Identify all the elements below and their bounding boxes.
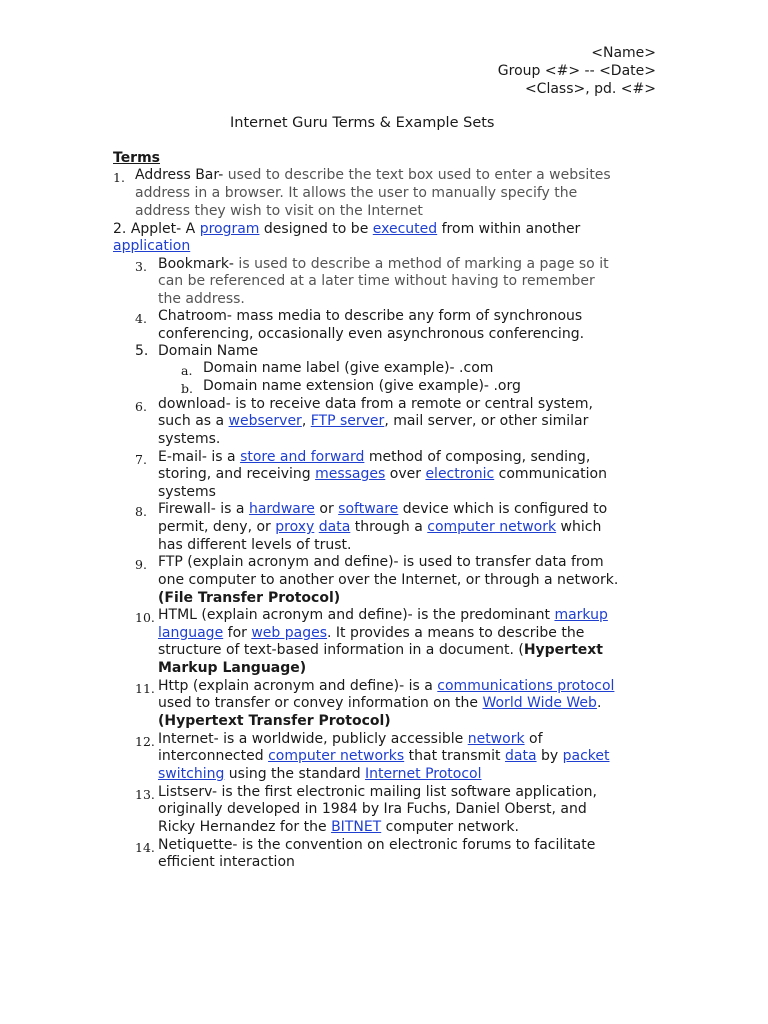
- switching-link[interactable]: switching: [158, 766, 225, 782]
- chatroom-line-2: conferencing, occasionally even asynchronous conferencing.: [158, 326, 585, 342]
- document-title: Internet Guru Terms & Example Sets: [230, 115, 495, 131]
- listserv-line-2: originally developed in 1984 by Ira Fuchs, Daniel Oberst, and: [158, 801, 587, 817]
- bitnet-link[interactable]: BITNET: [331, 819, 382, 835]
- web-pages-link[interactable]: web pages: [251, 625, 328, 641]
- domain-name-heading: Domain Name: [158, 343, 259, 359]
- terms-heading: Terms: [113, 150, 161, 166]
- firewall-line-2: permit, deny, or proxy data through a computer network which: [158, 519, 602, 535]
- listserv-line-3: Ricky Hernandez for the BITNET computer network.: [158, 819, 519, 835]
- html-line-3: structure of text-based information in a document. (Hypertext: [158, 642, 603, 658]
- world-wide-web-link[interactable]: World Wide Web: [482, 695, 597, 711]
- electronic-link[interactable]: electronic: [425, 466, 495, 482]
- address-bar-line-2: address in a browser. It allows the user to manually specify the: [135, 185, 578, 201]
- application-link[interactable]: application: [113, 238, 191, 254]
- bookmark-line-1: Bookmark- is used to describe a method of marking a page so it: [158, 256, 609, 272]
- html-line-1: HTML (explain acronym and define)- is the predominant markup: [158, 607, 608, 623]
- ftp-server-link[interactable]: FTP server: [310, 413, 385, 429]
- firewall-line-1: Firewall- is a hardware or software device which is configured to: [158, 501, 608, 517]
- listserv-line-1: Listserv- is the first electronic mailing list software application,: [158, 784, 597, 800]
- ftp-line-3: (File Transfer Protocol): [158, 590, 341, 606]
- store-and-forward-link[interactable]: store and forward: [240, 449, 365, 465]
- http-line-3: (Hypertext Transfer Protocol): [158, 713, 391, 729]
- domain-name-label: Domain name label (give example)- .com: [203, 360, 494, 376]
- computer-networks-link[interactable]: computer networks: [268, 748, 405, 764]
- header-name: <Name>: [591, 45, 656, 61]
- list-number: 3.: [135, 259, 147, 274]
- language-link[interactable]: language: [158, 625, 224, 641]
- messages-link[interactable]: messages: [315, 466, 386, 482]
- ftp-line-1: FTP (explain acronym and define)- is used to transfer data from: [158, 554, 604, 570]
- program-link[interactable]: program: [199, 221, 260, 237]
- data-link[interactable]: data: [505, 748, 537, 764]
- list-number: 9.: [135, 557, 147, 572]
- email-line-2: storing, and receiving messages over electronic communication: [158, 466, 607, 482]
- address-bar-line-1: Address Bar- used to describe the text box used to enter a websites: [135, 167, 611, 183]
- chatroom-line-1: Chatroom- mass media to describe any form of synchronous: [158, 308, 583, 324]
- download-line-2: such as a webserver, FTP server, mail server, or other similar: [158, 413, 589, 429]
- bookmark-line-3: the address.: [158, 291, 245, 307]
- header-class-period: <Class>, pd. <#>: [524, 81, 656, 97]
- packet-link[interactable]: packet: [562, 748, 610, 764]
- address-bar-line-3: address they wish to visit on the Internet: [135, 203, 423, 219]
- domain-name-extension: Domain name extension (give example)- .org: [203, 378, 521, 394]
- firewall-line-3: has different levels of trust.: [158, 537, 352, 553]
- ftp-line-2: one computer to another over the Internet, or through a network.: [158, 572, 619, 588]
- download-line-1: download- is to receive data from a remote or central system,: [158, 396, 593, 412]
- netiquette-line-1: Netiquette- is the convention on electronic forums to facilitate: [158, 837, 596, 853]
- markup-link[interactable]: markup: [554, 607, 608, 623]
- list-number: 8.: [135, 504, 147, 519]
- email-line-1: E-mail- is a store and forward method of composing, sending,: [158, 449, 591, 465]
- data-link[interactable]: data: [318, 519, 351, 535]
- list-number: 14.: [135, 840, 155, 855]
- list-number: 4.: [135, 311, 147, 326]
- list-number: 5.: [135, 343, 149, 359]
- internet-line-2: interconnected computer networks that transmit data by packet: [158, 748, 610, 764]
- internet-protocol-link[interactable]: Internet Protocol: [365, 766, 482, 782]
- webserver-link[interactable]: webserver: [228, 413, 302, 429]
- header-group-date: Group <#> -- <Date>: [497, 63, 656, 79]
- html-line-4: Markup Language): [158, 660, 307, 676]
- hardware-link[interactable]: hardware: [248, 501, 315, 517]
- proxy-link[interactable]: proxy: [275, 519, 315, 535]
- netiquette-line-2: efficient interaction: [158, 854, 295, 870]
- list-number: 7.: [135, 452, 147, 467]
- http-line-2: used to transfer or convey information on the World Wide Web.: [158, 695, 602, 711]
- network-link[interactable]: network: [467, 731, 525, 747]
- internet-line-3: switching using the standard Internet Protocol: [158, 766, 482, 782]
- list-number: 1.: [113, 170, 125, 185]
- applet-line-1: 2. Applet- A program designed to be executed from within another: [113, 221, 581, 237]
- computer-network-link[interactable]: computer network: [427, 519, 557, 535]
- list-letter: a.: [181, 363, 193, 378]
- http-line-1: Http (explain acronym and define)- is a communications protocol: [158, 678, 615, 694]
- html-line-2: language for web pages. It provides a means to describe the: [158, 625, 585, 641]
- applet-line-2: [113, 238, 190, 256]
- list-number: 13.: [135, 787, 155, 802]
- executed-link[interactable]: executed: [372, 221, 438, 237]
- list-number: 6.: [135, 399, 147, 414]
- list-number: 10.: [135, 610, 155, 625]
- bookmark-line-2: can be referenced at a later time without having to remember: [158, 273, 595, 289]
- download-line-3: systems.: [158, 431, 221, 447]
- communications-protocol-link[interactable]: communications protocol: [437, 678, 615, 694]
- list-letter: b.: [181, 381, 193, 396]
- list-number: 12.: [135, 734, 155, 749]
- internet-line-1: Internet- is a worldwide, publicly accessible network of: [158, 731, 543, 747]
- email-line-3: systems: [158, 484, 216, 500]
- software-link[interactable]: software: [338, 501, 399, 517]
- list-number: 11.: [135, 681, 155, 696]
